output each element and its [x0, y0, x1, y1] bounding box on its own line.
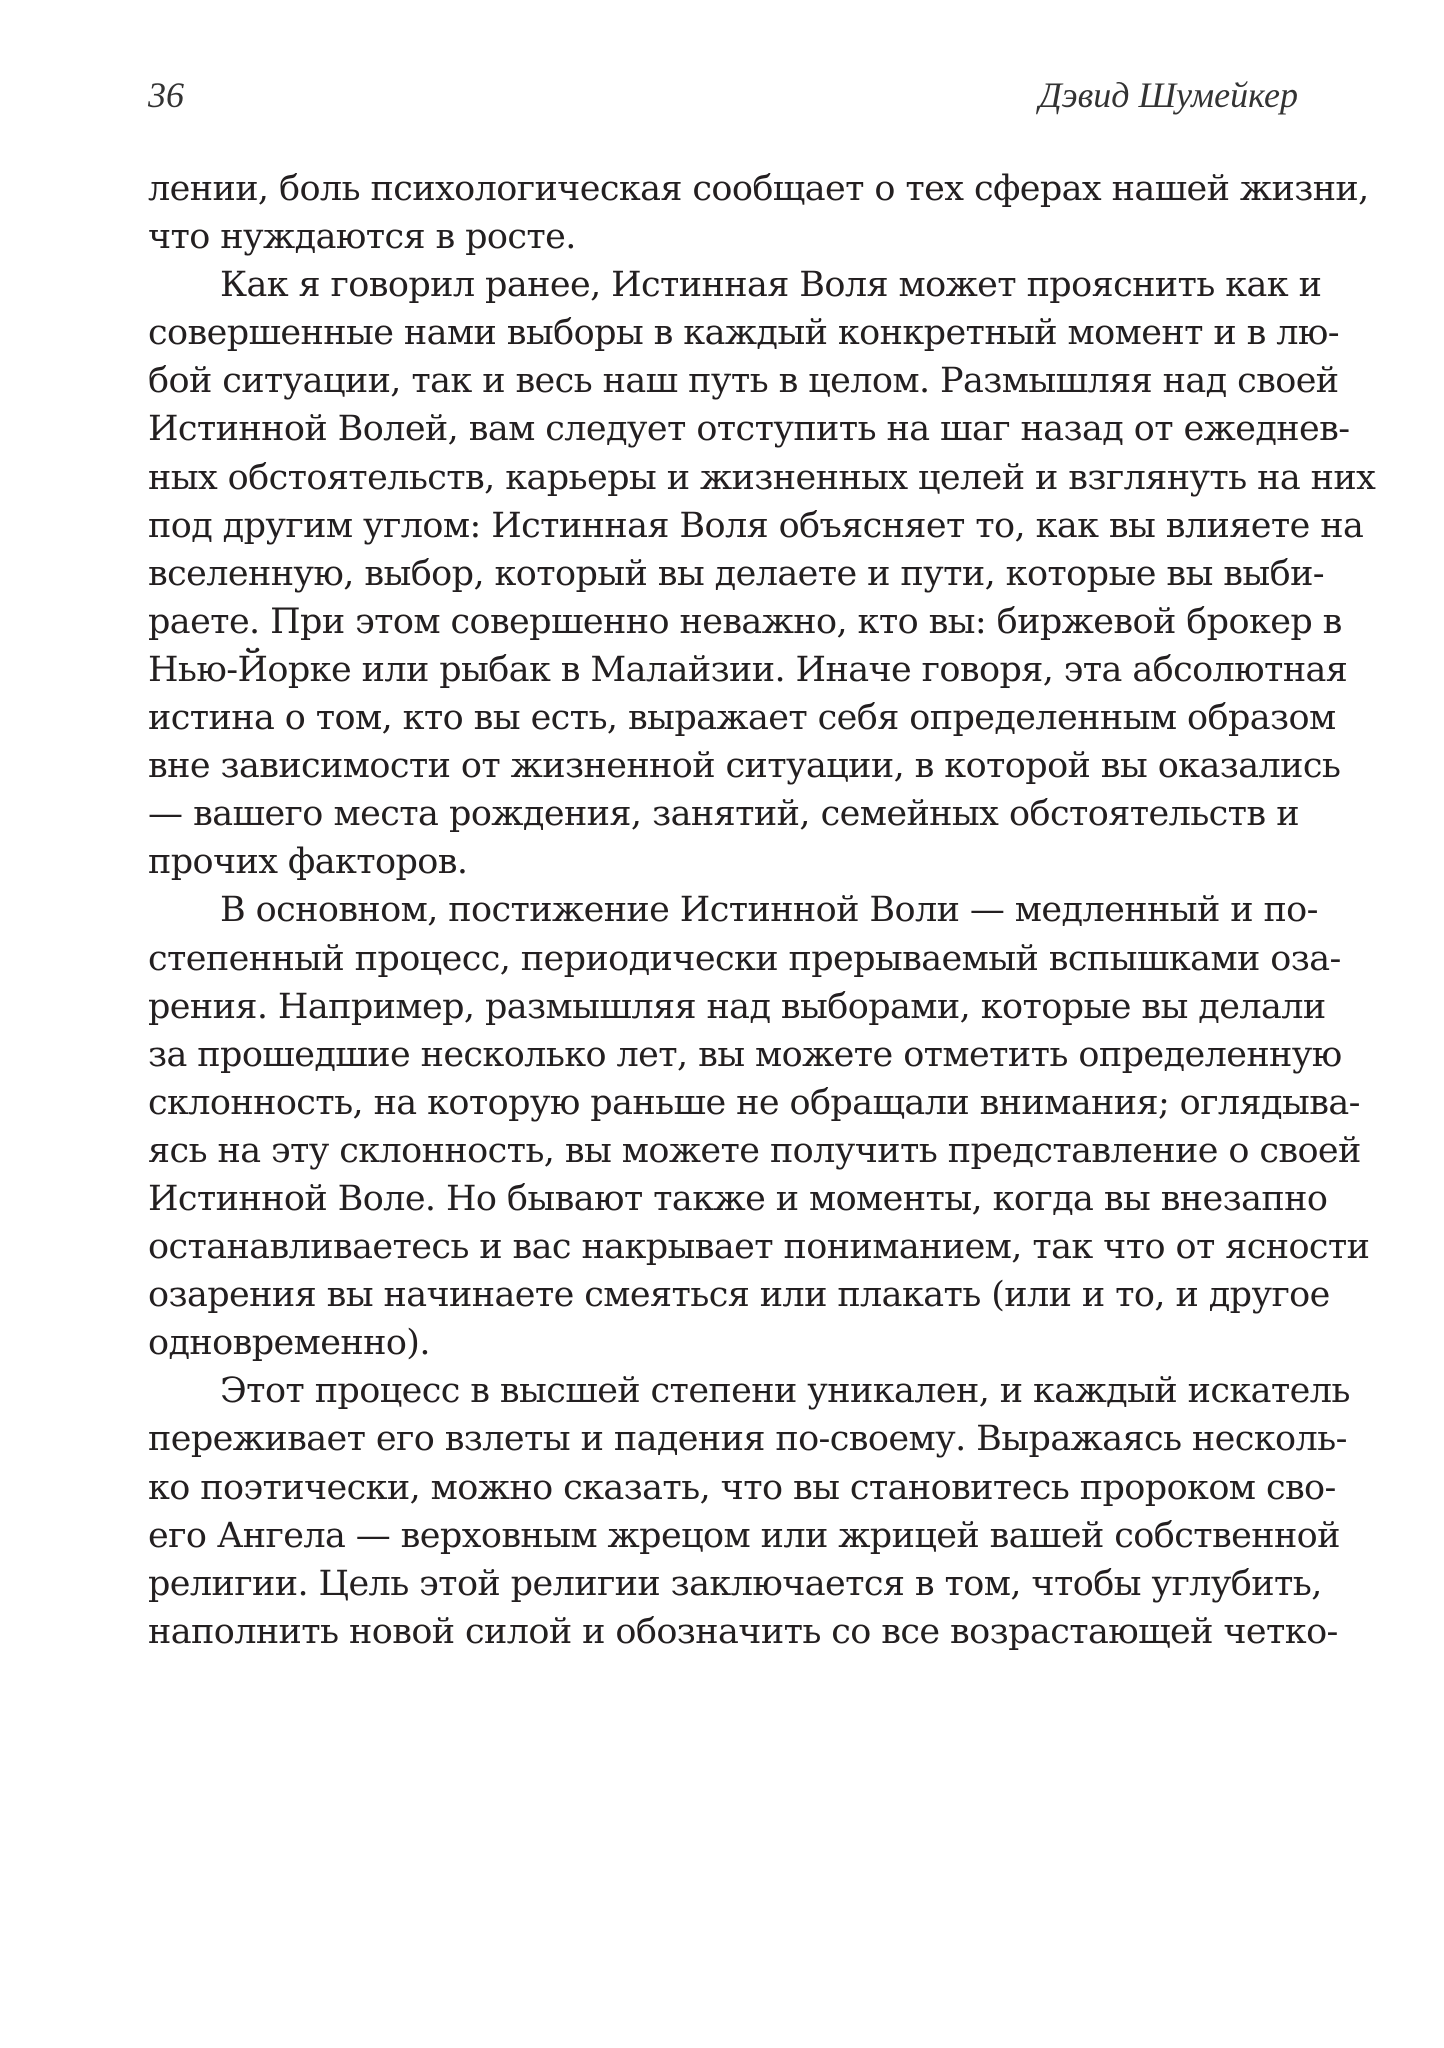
text-line: — вашего места рождения, занятий, семейных обстоятельств и: [148, 794, 1299, 835]
text-line: что нуждаются в росте.: [148, 217, 576, 258]
body-text: [148, 165, 1376, 1656]
text-line: озарения вы начинаете смеяться или плакать (или и то, и другое: [148, 1275, 1330, 1316]
text-line: склонность, на которую раньше не обращали внимания; оглядыва-: [148, 1082, 1360, 1123]
text-line: вселенную, выбор, который вы делаете и пути, которые вы выби-: [148, 553, 1325, 594]
text-line: ных обстоятельств, карьеры и жизненных целей и взглянуть на них: [148, 457, 1376, 498]
text-line: совершенные нами выборы в каждый конкретный момент и в лю-: [148, 313, 1340, 354]
text-line: истина о том, кто вы есть, выражает себя определенным образом: [148, 698, 1336, 739]
text-line: религии. Цель этой религии заключается в том, чтобы углубить,: [148, 1563, 1322, 1604]
text-line: ко поэтически, можно сказать, что вы становитесь пророком сво-: [148, 1467, 1336, 1508]
text-line: его Ангела — верховным жрецом или жрицей вашей собственной: [148, 1515, 1340, 1556]
paragraph: [148, 886, 1370, 1367]
text-line: Истинной Волей, вам следует отступить на шаг назад от ежеднев-: [148, 409, 1350, 450]
text-line: Этот процесс в высшей степени уникален, и каждый искатель: [220, 1371, 1350, 1412]
text-line: под другим углом: Истинная Воля объясняет то, как вы влияете на: [148, 505, 1364, 546]
text-line: прочих факторов.: [148, 842, 468, 883]
text-line: Как я говорил ранее, Истинная Воля может прояснить как и: [220, 265, 1322, 306]
text-line: переживает его взлеты и падения по-своему. Выражаясь несколь-: [148, 1419, 1347, 1460]
text-line: останавливаетесь и вас накрывает пониманием, так что от ясности: [148, 1227, 1370, 1268]
text-line: Нью-Йорке или рыбак в Малайзии. Иначе говоря, эта абсолютная: [148, 649, 1348, 690]
text-line: раете. При этом совершенно неважно, кто вы: биржевой брокер в: [148, 601, 1342, 642]
running-header: [148, 74, 1298, 124]
running-title: Дэвид Шумейкер: [1038, 75, 1298, 115]
text-line: Истинной Воле. Но бывают также и моменты, когда вы внезапно: [148, 1178, 1328, 1219]
text-line: наполнить новой силой и обозначить со все возрастающей четко-: [148, 1611, 1338, 1652]
paragraph: [148, 165, 1369, 261]
text-line: рения. Например, размышляя над выборами, которые вы делали: [148, 986, 1326, 1027]
text-line: за прошедшие несколько лет, вы можете отметить определенную: [148, 1034, 1342, 1075]
text-line: ясь на эту склонность, вы можете получить представление о своей: [148, 1130, 1361, 1171]
text-line: бой ситуации, так и весь наш путь в целом. Размышляя над своей: [148, 361, 1339, 402]
paragraph: [148, 261, 1376, 886]
text-line: степенный процесс, периодически прерываемый вспышками оза-: [148, 938, 1341, 979]
text-line: лении, боль психологическая сообщает о тех сферах нашей жизни,: [148, 169, 1369, 209]
text-line: В основном, постижение Истинной Воли — медленный и по-: [220, 890, 1318, 931]
page-number: 36: [148, 75, 184, 115]
text-line: вне зависимости от жизненной ситуации, в которой вы оказались: [148, 746, 1341, 787]
paragraph: [148, 1367, 1350, 1656]
text-line: одновременно).: [148, 1323, 430, 1364]
